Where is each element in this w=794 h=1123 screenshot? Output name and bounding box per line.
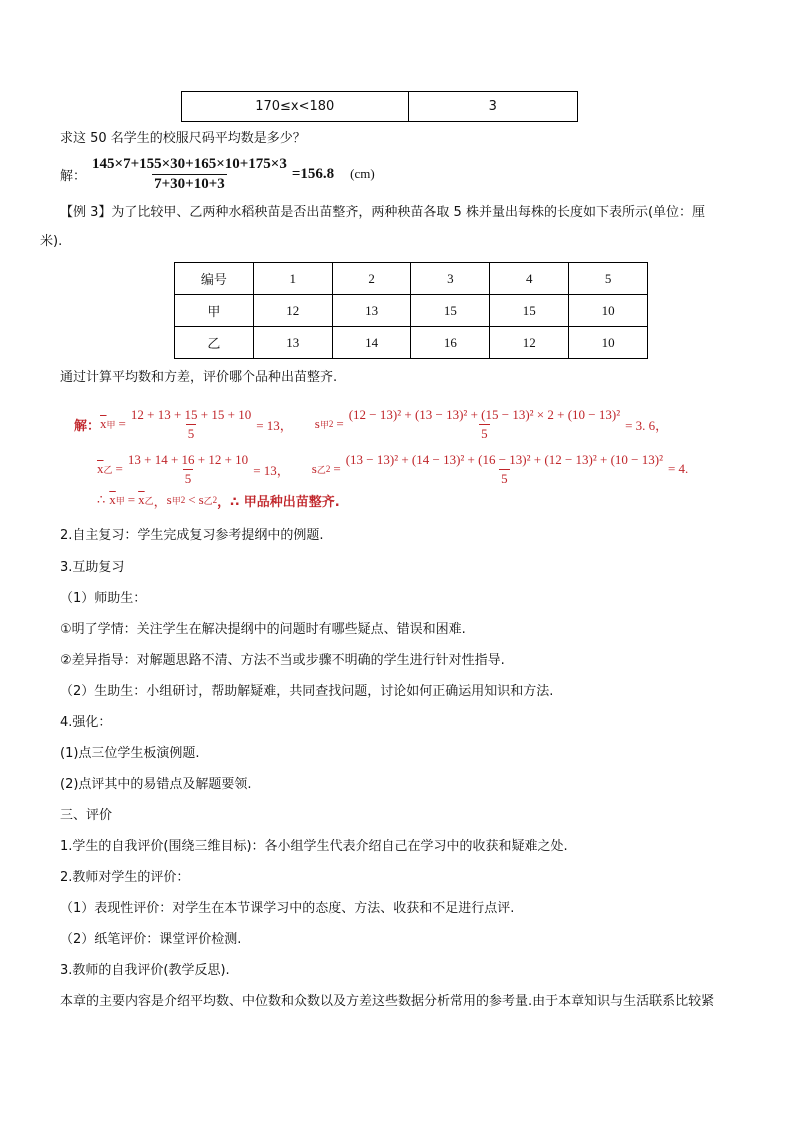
row-label-cell: 乙 — [175, 327, 254, 359]
variance-symbol: s — [198, 492, 204, 507]
paragraph: 2.教师对学生的评价： — [60, 870, 190, 885]
therefore-symbol: ∴ — [97, 492, 106, 507]
paragraph: （1）师助生： — [60, 591, 147, 606]
solution-2-line-1: 解： $\overline{x}$ 甲 = $\frac{12 + 13 + 15 + 15 + 10}{5}$ = 13， s 甲 2 = $\frac{\text{(12 − 13)² + (13 − 13)² + (15 − 13)² × 2 + (10 − 13)²}}{5}$ = 3. 6， — [74, 406, 669, 441]
table-row — [175, 327, 648, 359]
value-cell: 12 — [490, 327, 569, 359]
fraction-denominator: 5 — [501, 470, 508, 486]
subscript-jia: 甲 — [115, 495, 125, 506]
fraction-numerator: 13 + 14 + 16 + 12 + 10 — [127, 451, 249, 467]
header-cell: 2 — [332, 263, 411, 295]
variance-yi-result: = 4. — [667, 461, 689, 476]
mean-result: =156.8 — [291, 165, 335, 182]
value-cell: 12 — [253, 295, 332, 327]
value-cell: 16 — [411, 327, 490, 359]
mean-symbol: $\overline{x}$ — [97, 461, 104, 476]
paragraph: 4.强化： — [60, 715, 112, 730]
example-3-line-1: 【例 3】为了比较甲、乙两种水稻秧苗是否出苗整齐，两种秧苗各取 5 株并量出每株的长度如下表所示(单位：厘 — [60, 205, 706, 220]
fraction-numerator: (12 − 13)² + (13 − 13)² + (15 − 13)² × 2 + (10 − 13)² — [348, 406, 621, 422]
paragraph: 2.自主复习：学生完成复习参考提纲中的例题. — [60, 528, 324, 543]
mean-symbol: $\overline{x}$ — [109, 492, 116, 507]
section-heading: 三、评价 — [60, 808, 113, 823]
value-cell: 10 — [569, 295, 648, 327]
square-sup: 2 — [328, 419, 334, 429]
value-cell: 10 — [569, 327, 648, 359]
paragraph: （2）生助生：小组研讨，帮助解疑难，共同查找问题，讨论如何正确运用知识和方法. — [60, 684, 554, 699]
table-cell-count: 3 — [408, 92, 577, 122]
seedling-table — [174, 262, 648, 359]
variance-symbol: s — [314, 416, 320, 431]
fraction-numerator: (13 − 13)² + (14 − 13)² + (16 − 13)² + (12 − 13)² + (10 − 13)² — [345, 451, 663, 467]
square-sup: 2 — [325, 464, 331, 474]
variance-symbol: s — [311, 461, 317, 476]
value-cell: 13 — [332, 295, 411, 327]
mean-fraction — [90, 156, 289, 193]
mean-jia-fraction — [129, 407, 253, 442]
paragraph: 3.教师的自我评价(教学反思). — [60, 963, 230, 978]
conclusion-text: ，∴ 甲品种出苗整齐. — [217, 494, 340, 510]
header-cell: 4 — [490, 263, 569, 295]
value-cell: 15 — [490, 295, 569, 327]
header-cell: 3 — [411, 263, 490, 295]
example-3-line-2: 米). — [40, 234, 63, 249]
paragraph: （2）纸笔评价：课堂评价检测. — [60, 932, 242, 947]
size-frequency-table — [181, 91, 578, 122]
less-than-symbol: < — [188, 492, 196, 507]
mean-yi-fraction — [126, 452, 250, 487]
header-cell: 5 — [569, 263, 648, 295]
table-row — [182, 92, 578, 122]
paragraph: (2)点评其中的易错点及解题要领. — [60, 777, 252, 792]
solution-2-line-2: $\overline{x}$ 乙 = $\frac{13 + 14 + 16 + 12 + 10}{5}$ = 13， s 乙 2 = (13 − 13)² + (14 − 13)² + (16 − 13)² + (12 − 13)² + (10 − 13)² 5 = 4. — [97, 451, 689, 486]
unit-label: (cm) — [350, 166, 375, 181]
paragraph: ②差异指导：对解题思路不清、方法不当或步骤不明确的学生进行针对性指导. — [60, 653, 505, 668]
subscript-jia: 甲 — [171, 495, 181, 506]
variance-jia-fraction — [347, 407, 622, 442]
variance-yi-fraction — [344, 452, 665, 487]
fraction-denominator: 7+30+10+3 — [154, 175, 225, 192]
table-cell-range: 170≤x<180 — [182, 92, 409, 122]
square-sup: 2 — [212, 495, 218, 505]
row-label-cell: 甲 — [175, 295, 254, 327]
variance-symbol: s — [166, 492, 172, 507]
value-cell: 14 — [332, 327, 411, 359]
mean-jia-result: = 13， — [256, 417, 293, 433]
value-cell: 15 — [411, 295, 490, 327]
subscript-jia: 甲 — [106, 419, 116, 430]
fraction-numerator: 12 + 13 + 15 + 15 + 10 — [130, 406, 252, 422]
fraction-denominator: 5 — [481, 425, 488, 441]
fraction-denominator: 5 — [187, 425, 195, 441]
header-cell: 1 — [253, 263, 332, 295]
variance-jia-result: = 3. 6， — [625, 417, 669, 433]
paragraph: ①明了学情：关注学生在解决提纲中的问题时有哪些疑点、错误和困难. — [60, 622, 466, 637]
value-cell: 13 — [253, 327, 332, 359]
table-row — [175, 295, 648, 327]
paragraph: （1）表现性评价：对学生在本节课学习中的态度、方法、收获和不足进行点评. — [60, 901, 515, 916]
question-text: 求这 50 名学生的校服尺码平均数是多少？ — [60, 131, 306, 146]
question-2-text: 通过计算平均数和方差，评价哪个品种出苗整齐. — [60, 370, 338, 385]
subscript-yi: 乙 — [316, 464, 326, 475]
table-header-row — [175, 263, 648, 295]
solution-label: 解： — [74, 418, 101, 434]
solution-label: 解： — [60, 168, 87, 184]
paragraph: 本章的主要内容是介绍平均数、中位数和众数以及方差这些数据分析常用的参考量.由于本章知识与生活联系比较紧 — [60, 994, 715, 1009]
square-sup: 2 — [180, 495, 186, 505]
fraction-denominator: 5 — [184, 470, 192, 486]
separator: ， — [153, 493, 167, 509]
subscript-yi: 乙 — [103, 464, 113, 475]
header-cell: 编号 — [175, 263, 254, 295]
fraction-numerator: 145×7+155×30+165×10+175×3 — [92, 155, 287, 172]
paragraph: (1)点三位学生板演例题. — [60, 746, 200, 761]
subscript-yi: 乙 — [144, 495, 154, 506]
solution-2-conclusion: ∴ $\overline{x}$ 甲 = $\overline{x}$ 乙 ， s 甲 2 < s 乙 2 ，∴ 甲品种出苗整齐. — [97, 492, 340, 510]
solution-1 — [60, 152, 375, 196]
mean-symbol: $\overline{x}$ — [138, 492, 145, 507]
paragraph: 1.学生的自我评价(围绕三维目标)：各小组学生代表介绍自己在学习中的收获和疑难之处. — [60, 839, 568, 854]
mean-symbol: $\overline{x}$ — [100, 416, 107, 431]
paragraph: 3.互助复习 — [60, 560, 125, 575]
subscript-jia: 甲 — [319, 419, 329, 430]
subscript-yi: 乙 — [203, 495, 213, 506]
mean-yi-result: = 13， — [253, 462, 290, 478]
